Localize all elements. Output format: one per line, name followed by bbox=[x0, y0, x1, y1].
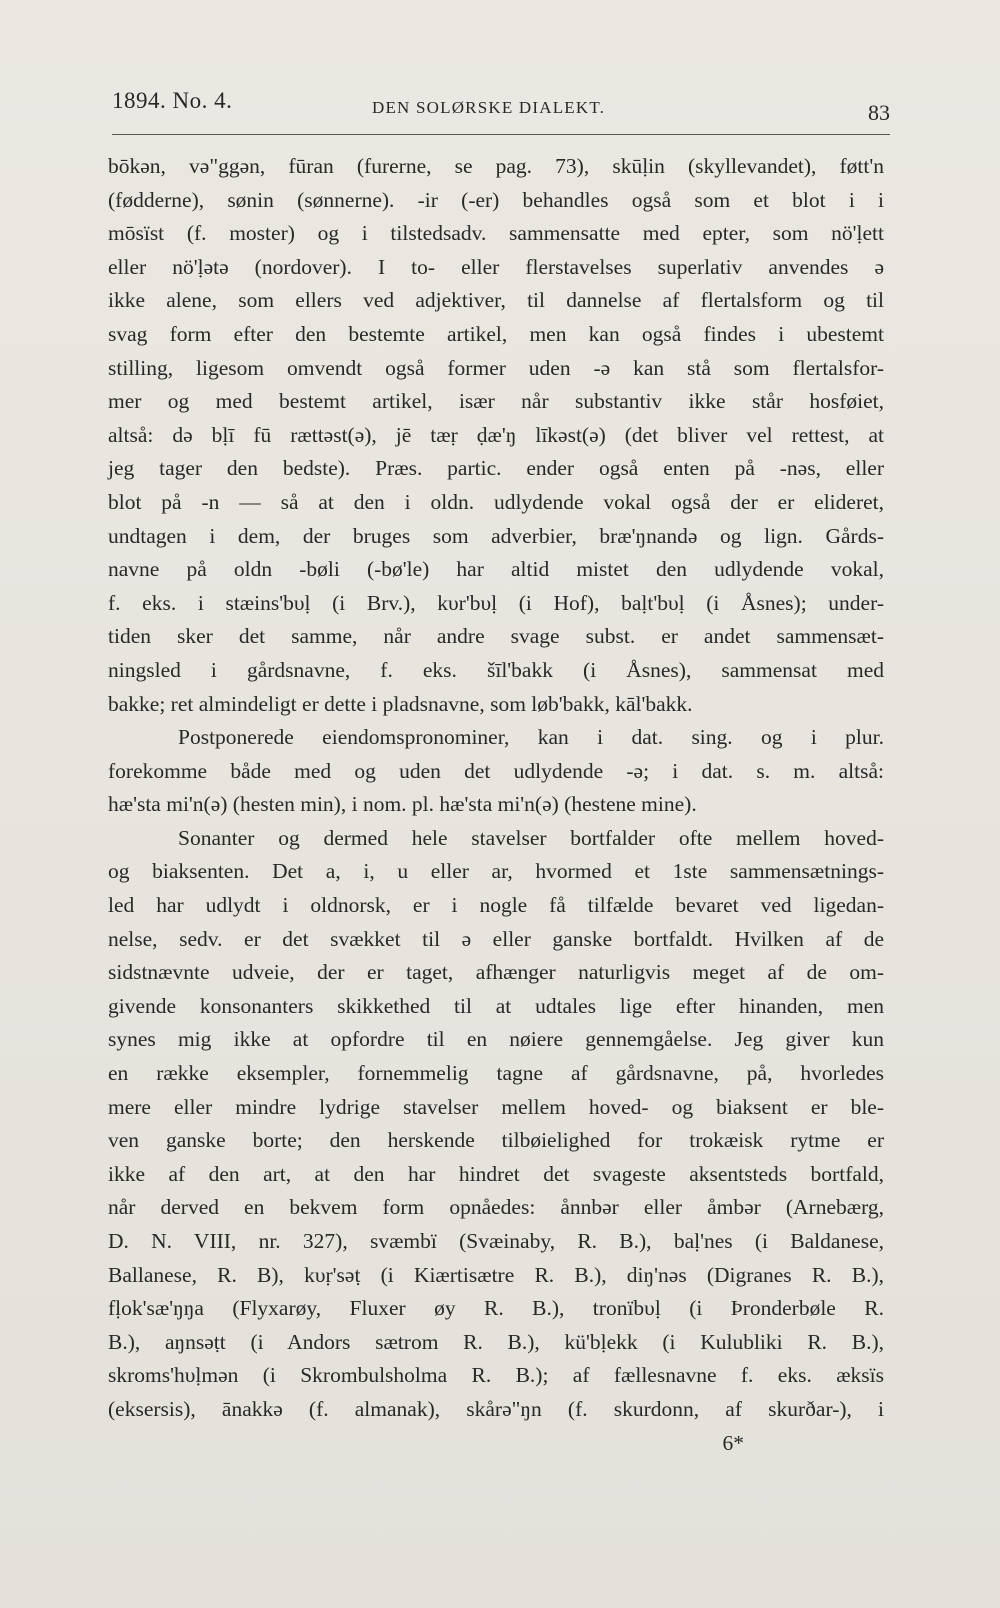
text-line: stilling, ligesom omvendt også former uden -ə kan stå som flertalsfor- bbox=[108, 355, 884, 380]
journal-issue: 1894. No. 4. bbox=[112, 88, 233, 113]
text-line: svag form efter den bestemte artikel, men kan også findes i ubestemt bbox=[108, 321, 884, 346]
text-line: sidstnævnte udveie, der er taget, afhænger naturligvis meget af de om- bbox=[108, 960, 884, 985]
text-line: undtagen i dem, der bruges som adverbier, bræ'ŋnandə og lign. Gårds- bbox=[108, 523, 884, 548]
running-header bbox=[112, 84, 890, 134]
text-line: synes mig ikke at opfordre til en nøiere gennemgåelse. Jeg giver kun bbox=[108, 1027, 884, 1052]
text-line: fḷok'sæ'ŋŋa (Flyxarøy, Fluxer øy R. B.), tronïbυḷ (i Þronderbøle R. bbox=[108, 1296, 884, 1321]
text-line: altså: də bḷī fū rættəst(ə), jē tæṛ ḍæ'ŋ līkəst(ə) (det bliver vel rettest, at bbox=[108, 422, 884, 447]
text-line: blot på -n — så at den i oldn. udlydende vokal også der er elideret, bbox=[108, 489, 884, 514]
text-line: led har udlydt i oldnorsk, er i nogle få tilfælde bevaret ved ligedan- bbox=[108, 893, 884, 918]
header-rule bbox=[112, 134, 890, 135]
text-line: og biaksenten. Det a, i, u eller ar, hvormed et 1ste sammensætnings- bbox=[108, 859, 884, 884]
text-line: Ballanese, R. B), kυṛ'səṭ (i Kiærtisætre R. B.), diŋ'nəs (Digranes R. B.), bbox=[108, 1262, 884, 1287]
text-line: mer og med bestemt artikel, især når substantiv ikke står hosføiet, bbox=[108, 389, 884, 414]
text-line: tiden sker det samme, når andre svage subst. er andet sammensæt- bbox=[108, 624, 884, 649]
text-line: skroms'hυḷmən (i Skrombulsholma R. B.); af fællesnavne f. eks. æksïs bbox=[108, 1363, 884, 1388]
text-line: ningsled i gårdsnavne, f. eks. šīl'bakk (i Åsnes), sammensat med bbox=[108, 657, 884, 682]
paragraph-start: Sonanter og dermed hele stavelser bortfalder ofte mellem hoved- bbox=[178, 825, 884, 850]
text-line: ikke alene, som ellers ved adjektiver, til dannelse af flertalsform og til bbox=[108, 288, 884, 313]
text-line: jeg tager den bedste). Præs. partic. ender også enten på -nəs, eller bbox=[108, 456, 884, 481]
text-line: forekomme både med og uden det udlydende -ə; i dat. s. m. altså: bbox=[108, 758, 884, 783]
text-line: D. N. VIII, nr. 327), svæmbï (Svæinaby, R. B.), baḷ'nes (i Baldanese, bbox=[108, 1229, 884, 1253]
text-line: eller nö'ḷətə (nordover). I to- eller flerstavelses superlativ anvendes ə bbox=[108, 254, 884, 279]
text-line: (eksersis), ānakkə (f. almanak), skårə"ŋn (f. skurdonn, af skurðar-), i bbox=[108, 1396, 884, 1421]
text-line: mere eller mindre lydrige stavelser mellem hoved- og biaksent er ble- bbox=[108, 1094, 884, 1119]
paragraph-start: Postponerede eiendomspronominer, kan i dat. sing. og i plur. bbox=[178, 725, 884, 750]
text-line: mōsïst (f. moster) og i tilstedsadv. sammensatte med epter, som nö'ḷett bbox=[108, 221, 884, 246]
signature-mark: 6* bbox=[722, 1430, 744, 1455]
body-text bbox=[108, 150, 884, 1460]
text-line: ven ganske borte; den herskende tilbøielighed for trokæisk rytme er bbox=[108, 1128, 884, 1153]
page-number: 83 bbox=[868, 100, 890, 125]
running-title: DEN SOLØRSKE DIALEKT. bbox=[372, 98, 606, 117]
text-line: f. eks. i stæins'bυḷ (i Brv.), kυr'bυḷ (i Hof), baḷt'bυḷ (i Åsnes); under- bbox=[108, 590, 884, 615]
text-line: givende konsonanters skikkethed til at udtales lige efter hinanden, men bbox=[108, 993, 884, 1018]
text-line: bakke; ret almindeligt er dette i pladsnavne, som løb'bakk, kāl'bakk. bbox=[108, 691, 693, 716]
text-line: bōkən, və"ggən, fūran (furerne, se pag. 73), skūḷin (skyllevandet), føtt'n bbox=[108, 154, 884, 178]
text-line: hæ'sta mi'n(ə) (hesten min), i nom. pl. hæ'sta mi'n(ə) (hestene mine). bbox=[108, 792, 697, 817]
text-line: ikke af den art, at den har hindret det svageste aksentsteds bortfald, bbox=[108, 1161, 884, 1186]
text-line: nelse, sedv. er det svækket til ə eller ganske bortfaldt. Hvilken af de bbox=[108, 926, 884, 951]
text-line: når derved en bekvem form opnåedes: ånnbər eller åmbər (Arnebærg, bbox=[108, 1195, 884, 1220]
text-line: en række eksempler, fornemmelig tagne af gårdsnavne, på, hvorledes bbox=[108, 1061, 884, 1086]
text-line: (fødderne), sønin (sønnerne). -ir (-er) behandles også som et blot i i bbox=[108, 187, 884, 212]
text-line: B.), aŋnsəṭt (i Andors sætrom R. B.), kü'bḷekk (i Kulubliki R. B.), bbox=[108, 1329, 884, 1354]
text-line: navne på oldn -bøli (-bø'le) har altid mistet den udlydende vokal, bbox=[108, 557, 884, 582]
